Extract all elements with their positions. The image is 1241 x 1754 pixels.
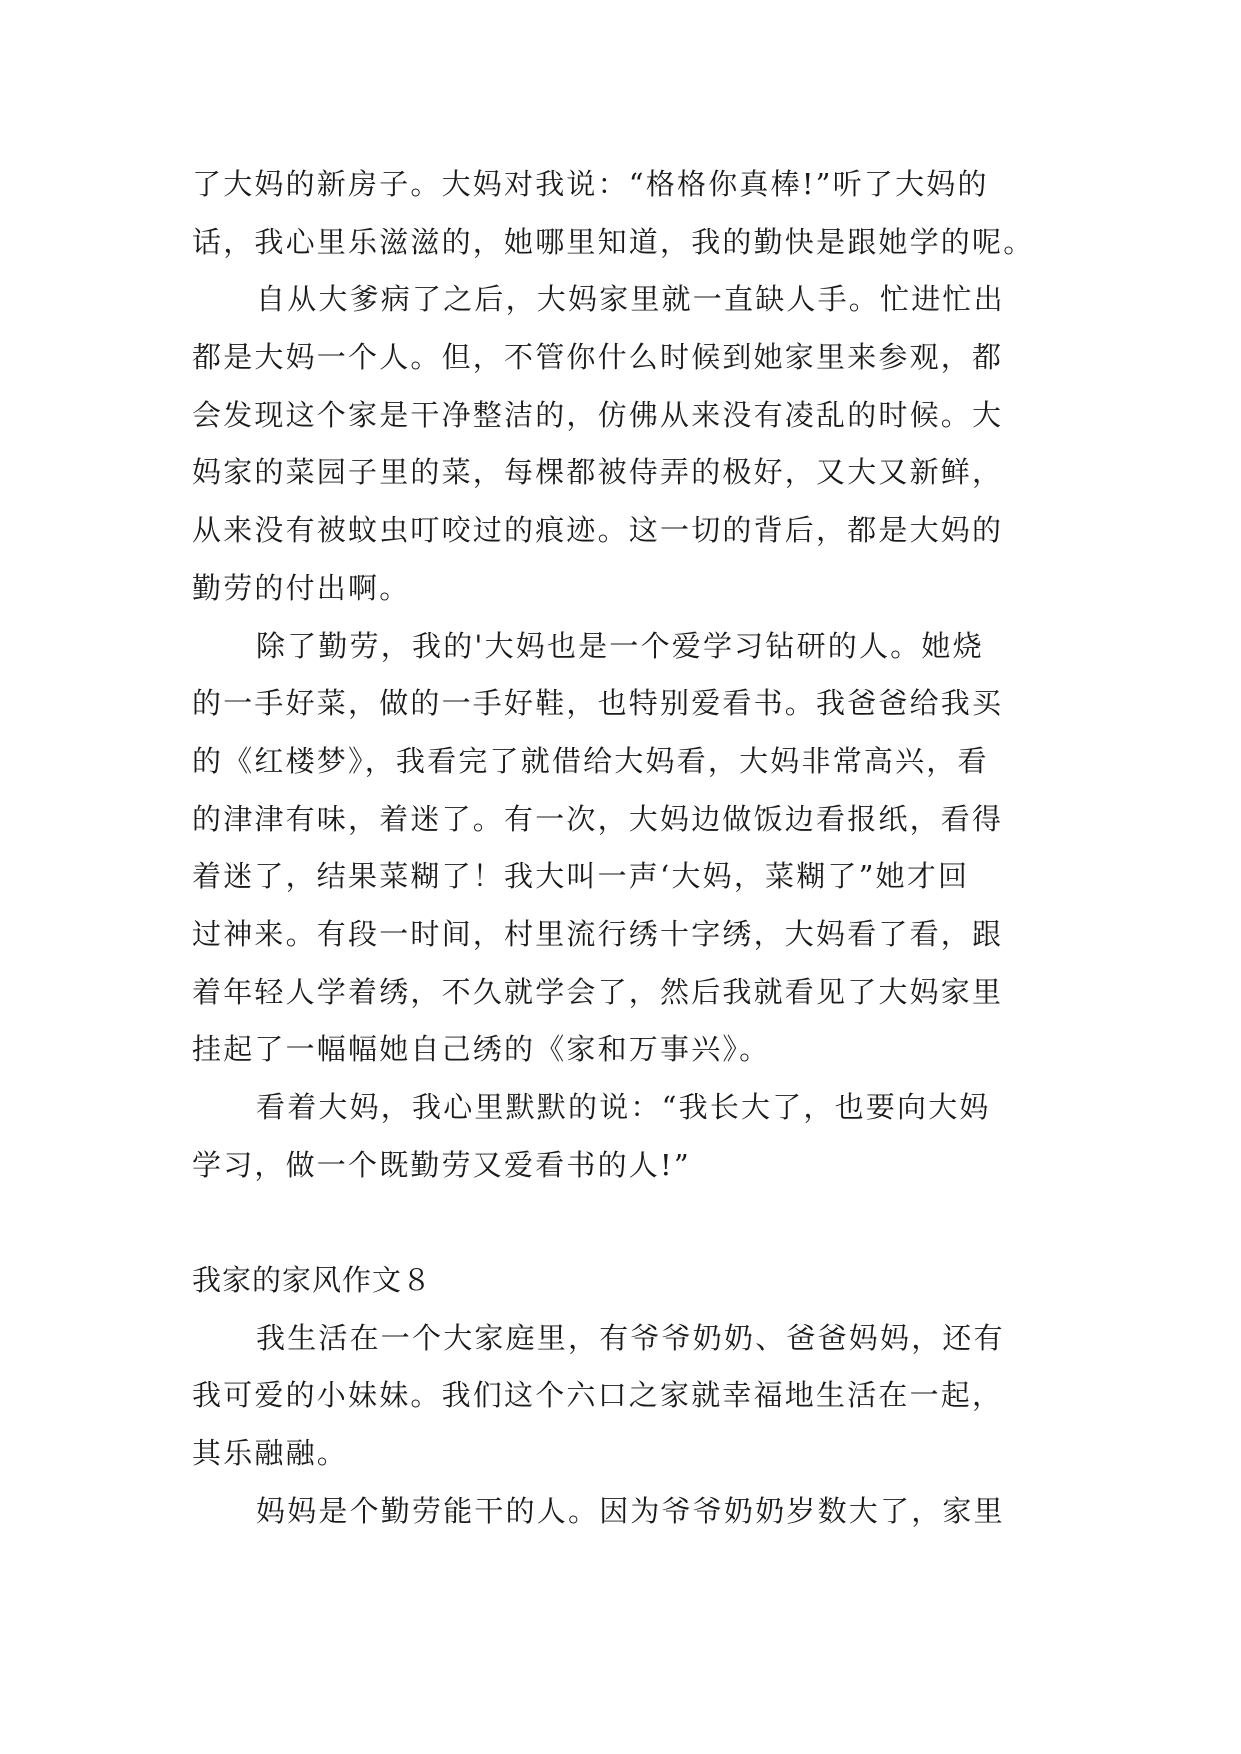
paragraph-line: 自从大爹病了之后，大妈家里就一直缺人手。忙进忙出 — [256, 282, 1005, 317]
paragraph-line: 了大妈的新房子。大妈对我说：“格格你真棒!”听了大妈的 — [192, 167, 989, 201]
paragraph-line: 会发现这个家是干净整洁的，仿佛从来没有凌乱的时候。大 — [192, 397, 1004, 432]
paragraph-line: 话，我心里乐滋滋的，她哪里知道，我的勤快是跟她学的呢。 — [192, 224, 1035, 259]
paragraph-line: 勤劳的付出啊。 — [192, 570, 411, 605]
paragraph-line: 从来没有被蚊虫叮咬过的痕迹。这一切的背后，都是大妈的 — [192, 513, 1004, 548]
paragraph-line: 看着大妈，我心里默默的说：“我长大了，也要向大妈 — [256, 1090, 991, 1124]
paragraph-line: 我可爱的小妹妹。我们这个六口之家就幸福地生活在一起， — [192, 1378, 1004, 1413]
paragraph-line: 过神来。有段一时间，村里流行绣十字绣，大妈看了看，跟 — [192, 916, 1004, 951]
paragraph-line: 挂起了一幅幅她自己绣的《家和万事兴》。 — [192, 1032, 771, 1067]
paragraph-line: 着迷了，结果菜糊了！我大叫一声‘大妈，菜糊了”她才回 — [192, 859, 970, 894]
section-spacer — [192, 1194, 1060, 1252]
paragraph-line: 的一手好菜，做的一手好鞋，也特别爱看书。我爸爸给我买 — [192, 686, 1004, 721]
paragraph-line: 我生活在一个大家庭里，有爷爷奶奶、爸爸妈妈，还有 — [256, 1320, 1005, 1355]
document-body — [192, 156, 1060, 1541]
paragraph-line: 学习，做一个既勤劳又爱看书的人!” — [192, 1147, 691, 1182]
paragraph-line: 都是大妈一个人。但，不管你什么时候到她家里来参观，都 — [192, 340, 1004, 375]
paragraph-line: 妈家的菜园子里的菜，每棵都被侍弄的极好，又大又新鲜， — [192, 455, 1004, 490]
paragraph-line: 除了勤劳，我的'大妈也是一个爱学习钻研的人。她烧 — [256, 628, 984, 663]
section-heading: 我家的家风作文８ — [192, 1263, 433, 1298]
paragraph-line: 的《红楼梦》，我看完了就借给大妈看，大妈非常高兴，看 — [192, 743, 989, 778]
paragraph-line: 妈妈是个勤劳能干的人。因为爷爷奶奶岁数大了，家里 — [256, 1493, 1005, 1528]
paragraph-line: 的津津有味，着迷了。有一次，大妈边做饭边看报纸，看得 — [192, 801, 1004, 836]
paragraph-line: 着年轻人学着绣，不久就学会了，然后我就看见了大妈家里 — [192, 974, 1004, 1009]
paragraph-line: 其乐融融。 — [192, 1436, 349, 1471]
